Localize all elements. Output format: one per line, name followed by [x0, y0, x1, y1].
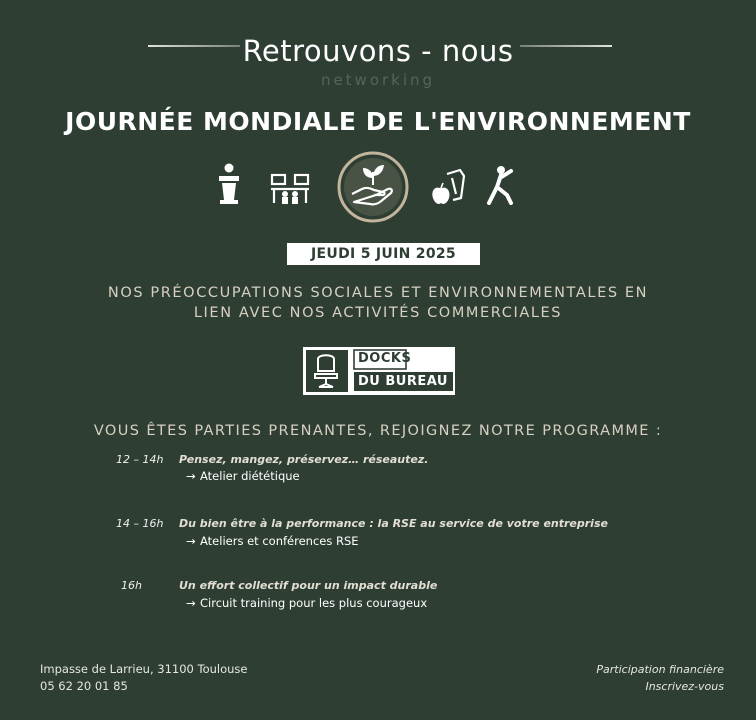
participation-text: Participation financière	[596, 663, 724, 676]
event-title: JOURNÉE MONDIALE DE L'ENVIRONNEMENT	[65, 107, 691, 136]
programme-detail	[186, 534, 359, 548]
phone-number: 05 62 20 01 85	[40, 679, 128, 693]
programme-time: 16h	[121, 579, 142, 592]
programme-time: 14 – 16h	[116, 517, 164, 530]
podium-icon	[216, 162, 242, 206]
concerns-line-2: LIEN AVEC NOS ACTIVITÉS COMMERCIALES	[193, 305, 563, 321]
hero-subtitle: networking	[320, 71, 436, 89]
concerns-line-1: NOS PRÉOCCUPATIONS SOCIALES ET ENVIRONNEMENTALES EN	[107, 285, 649, 301]
footer-info	[596, 661, 724, 695]
programme-detail	[186, 469, 300, 483]
hero-title: Retrouvons - nous	[242, 34, 514, 68]
footer-contact	[40, 661, 247, 695]
apple-fitness-icon	[430, 168, 466, 206]
docks-du-bureau-logo	[303, 347, 455, 395]
event-date: JEUDI 5 JUIN 2025	[287, 243, 480, 265]
logo-line-1: DOCKS	[358, 351, 412, 366]
programme-title: Du bien être à la performance : la RSE au service de votre entreprise	[179, 517, 608, 530]
programme-title: Un effort collectif pour un impact durable	[179, 579, 438, 592]
meeting-desks-icon	[270, 172, 310, 206]
programme-detail-text: Atelier diététique	[200, 469, 300, 483]
yoga-icon	[485, 165, 517, 207]
programme-time: 12 – 14h	[116, 453, 164, 466]
programme-detail	[186, 596, 427, 610]
hand-plant-icon	[336, 150, 410, 224]
arrow-right-icon: →	[186, 596, 196, 610]
arrow-right-icon: →	[186, 469, 196, 483]
address-text: Impasse de Larrieu, 31100 Toulouse	[40, 662, 248, 676]
programme-detail-text: Ateliers et conférences RSE	[200, 534, 359, 548]
programme-detail-text: Circuit training pour les plus courageux	[200, 596, 428, 610]
programme-title: Pensez, mangez, préservez… réseautez.	[179, 453, 429, 466]
logo-line-2: DU BUREAU	[358, 374, 448, 389]
programme-heading: VOUS ÊTES PARTIES PRENANTES, REJOIGNEZ NOTRE PROGRAMME :	[93, 423, 663, 439]
signup-link[interactable]: Inscrivez-vous	[645, 680, 724, 693]
concerns-text	[0, 283, 756, 323]
arrow-right-icon: →	[186, 534, 196, 548]
